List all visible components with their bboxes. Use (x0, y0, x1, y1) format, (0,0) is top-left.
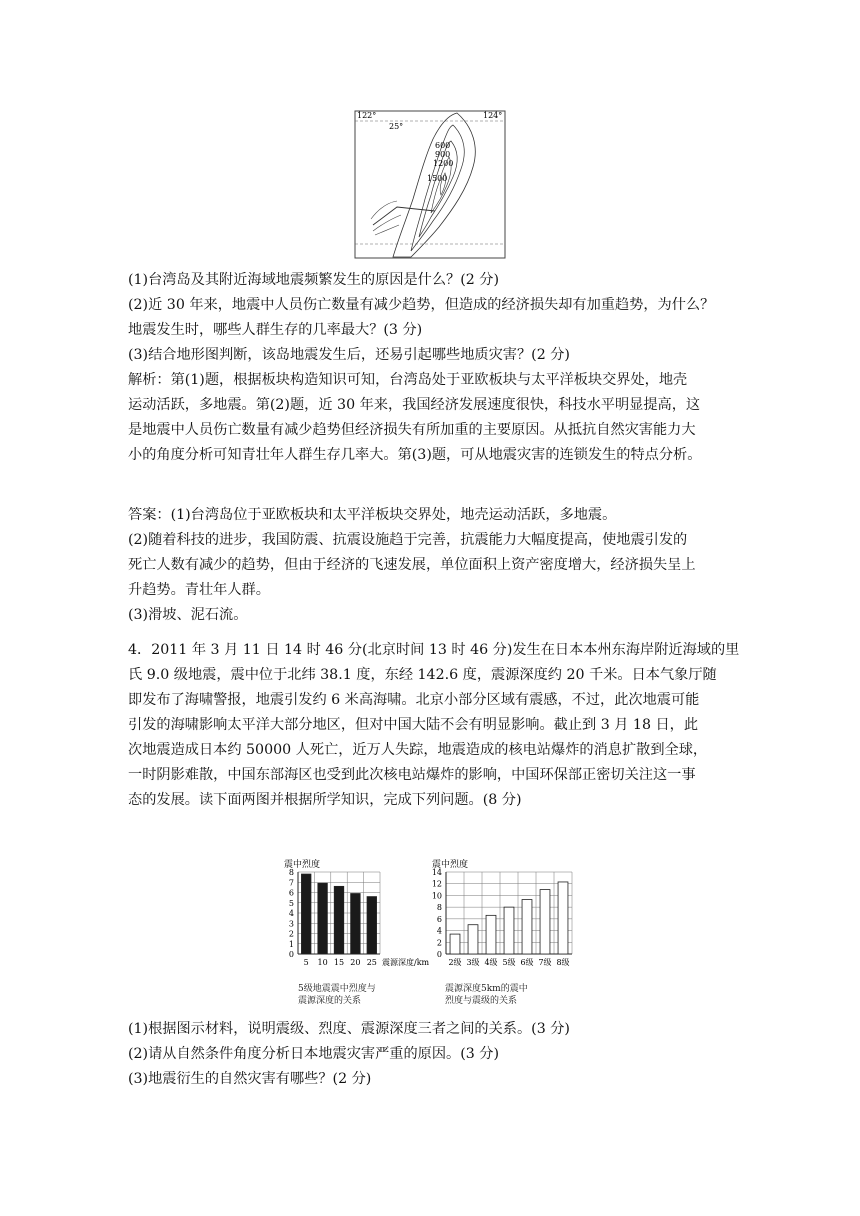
chart-depth-intensity (280, 858, 430, 978)
answer-2-end: 升趋势。青壮年人群。 (128, 582, 270, 598)
chart-magnitude-intensity (424, 858, 584, 978)
chart-1-caption-line-1: 5级地震震中烈度与 (298, 984, 376, 994)
question-3-1: (1)台湾岛及其附近海域地震频繁发生的原因是什么？(2 分) (128, 272, 500, 288)
chart-1-caption (298, 983, 376, 1007)
question-4 (128, 638, 740, 813)
contour-label-600: 600 (435, 141, 451, 150)
chart-xtick-label: 6级 (520, 958, 534, 967)
questions-3 (128, 268, 740, 368)
taiwan-contour-map (353, 107, 507, 260)
analysis-line-3: 是地震中人员伤亡数量有减少趋势但经济损失有所加重的主要原因。从抵抗自然灾害能力大 (128, 422, 696, 438)
chart-bar (468, 925, 478, 954)
chart-ytick-label: 7 (288, 878, 294, 888)
question-3-2: (2)近 30 年来，地震中人员伤亡数量有减少趋势，但造成的经济损失却有加重趋势，为什么？ (128, 297, 715, 313)
chart-ytick-label: 12 (431, 879, 442, 889)
chart-ytick-label: 4 (436, 926, 442, 936)
question-4-line-1: 4．2011 年 3 月 11 日 14 时 46 分(北京时间 13 时 46 分)发生在日本本州东海岸附近海域的里 (128, 642, 740, 658)
chart-xtick-label: 7级 (538, 958, 552, 967)
chart-2-caption-line-1: 震源深度5km的震中 (445, 984, 528, 994)
chart-depth-intensity-svg (280, 858, 430, 978)
chart-bar (318, 883, 328, 954)
answer-1: 答案：(1)台湾岛位于亚欧板块和太平洋板块交界处，地壳运动活跃，多地震。 (128, 507, 617, 523)
contour-label-1200: 1200 (433, 159, 454, 168)
chart-ytick-label: 2 (436, 938, 442, 948)
analysis-line-1: 解析：第(1)题，根据板块构造知识可知，台湾岛处于亚欧板块与太平洋板块交界处，地壳 (128, 372, 688, 388)
question-3-3: (3)结合地形图判断，该岛地震发生后，还易引起哪些地质灾害？(2 分) (128, 347, 570, 363)
chart-xtick-label: 25 (366, 958, 377, 967)
chart-ytick-label: 3 (288, 919, 294, 929)
question-4-line-2: 氏 9.0 级地震，震中位于北纬 38.1 度，东经 142.6 度，震源深度约 20 千米。日本气象厅随 (128, 667, 717, 683)
chart-bar (486, 915, 496, 954)
chart-ytick-label: 0 (288, 950, 294, 959)
chart-ylabel: 震中烈度 (284, 860, 321, 870)
chart-xtick-label: 3级 (466, 958, 480, 967)
answer-2: (2)随着科技的进步，我国防震、抗震设施趋于完善，抗震能力大幅度提高，使地震引发的 (128, 532, 688, 548)
chart-bar (334, 886, 344, 954)
chart-ylabel: 震中烈度 (432, 860, 469, 870)
chart-xtick-label: 2级 (448, 958, 462, 967)
island-coastline (393, 113, 475, 257)
chart-ytick-label: 2 (288, 929, 294, 939)
analysis (128, 368, 740, 468)
chart-xtick-label: 8级 (556, 958, 570, 967)
chart-bar (301, 874, 311, 954)
analysis-line-4: 小的角度分析可知青壮年人群生存几率大。第(3)题，可从地震灾害的连锁发生的特点分析。 (128, 447, 702, 463)
chart-ytick-label: 10 (431, 891, 442, 901)
chart-2-caption (445, 983, 528, 1007)
map-svg (353, 107, 507, 260)
chart-bar (540, 890, 550, 954)
chart-2-caption-line-2: 烈度与震级的关系 (445, 996, 518, 1006)
chart-bar (522, 900, 532, 954)
map-lon-left: 122° (357, 111, 377, 120)
map-frame (355, 111, 505, 258)
profile-hatch (371, 201, 401, 235)
contour-label-1500: 1500 (427, 174, 448, 183)
chart-ytick-label: 5 (288, 898, 294, 908)
chart-ytick-label: 8 (436, 903, 442, 913)
question-4-2: (2)请从自然条件角度分析日本地震灾害严重的原因。(3 分) (128, 1046, 500, 1062)
chart-ytick-label: 0 (436, 950, 442, 959)
chart-xtick-label: 15 (333, 958, 345, 967)
question-4-line-5: 次地震造成日本约 50000 人死亡，近万人失踪，地震造成的核电站爆炸的消息扩散到全球， (128, 742, 708, 758)
chart-ytick-label: 1 (288, 939, 294, 949)
chart-ytick-label: 14 (431, 868, 442, 877)
chart-ytick-label: 6 (436, 914, 442, 924)
question-3-2-cont: 地震发生时，哪些人群生存的几率最大？(3 分) (128, 322, 423, 338)
map-lon-right: 124° (483, 111, 503, 120)
chart-xtick-label: 4级 (484, 958, 498, 967)
chart-ytick-label: 4 (288, 909, 294, 918)
chart-ytick-label: 8 (288, 868, 294, 877)
contour-label-900: 900 (435, 150, 451, 159)
chart-bar (351, 894, 361, 954)
chart-magnitude-intensity-svg (424, 858, 584, 978)
question-4-line-3: 即发布了海啸警报，地震引发约 6 米高海啸。北京小部分区域有震感，不过，此次地震可能 (128, 692, 700, 708)
profile-line (373, 207, 435, 225)
chart-xtick-label: 5 (303, 958, 309, 967)
chart-xlabel: 震源深度/km (382, 958, 430, 967)
question-4-1: (1)根据图示材料，说明震级、烈度、震源深度三者之间的关系。(3 分) (128, 1021, 570, 1037)
question-4-line-6: 一时阴影难散，中国东部海区也受到此次核电站爆炸的影响，中国环保部正密切关注这一事 (128, 767, 696, 783)
analysis-line-2: 运动活跃，多地震。第(2)题，近 30 年来，我国经济发展速度很快，科技水平明显提高，这 (128, 397, 701, 413)
chart-xtick-label: 20 (350, 958, 361, 967)
questions-4 (128, 1017, 740, 1092)
chart-1-caption-line-2: 震源深度的关系 (298, 996, 362, 1006)
chart-bar (450, 934, 460, 954)
chart-bar (558, 882, 568, 954)
chart-bar (367, 897, 377, 954)
answer-2-cont: 死亡人数有减少的趋势，但由于经济的飞速发展，单位面积上资产密度增大，经济损失呈上 (128, 557, 696, 573)
answers (128, 503, 740, 628)
chart-ytick-label: 6 (288, 888, 294, 898)
map-lat-label: 25° (389, 122, 404, 131)
chart-xtick-label: 10 (317, 958, 328, 967)
question-4-line-4: 引发的海啸影响太平洋大部分地区，但对中国大陆不会有明显影响。截止到 3 月 18 日，此 (128, 717, 699, 733)
question-4-3: (3)地震衍生的自然灾害有哪些？(2 分) (128, 1071, 372, 1087)
chart-xtick-label: 5级 (502, 958, 516, 967)
chart-bar (504, 907, 514, 954)
question-4-line-7: 态的发展。读下面两图并根据所学知识，完成下列问题。(8 分) (128, 792, 522, 808)
answer-3: (3)滑坡、泥石流。 (128, 607, 248, 623)
